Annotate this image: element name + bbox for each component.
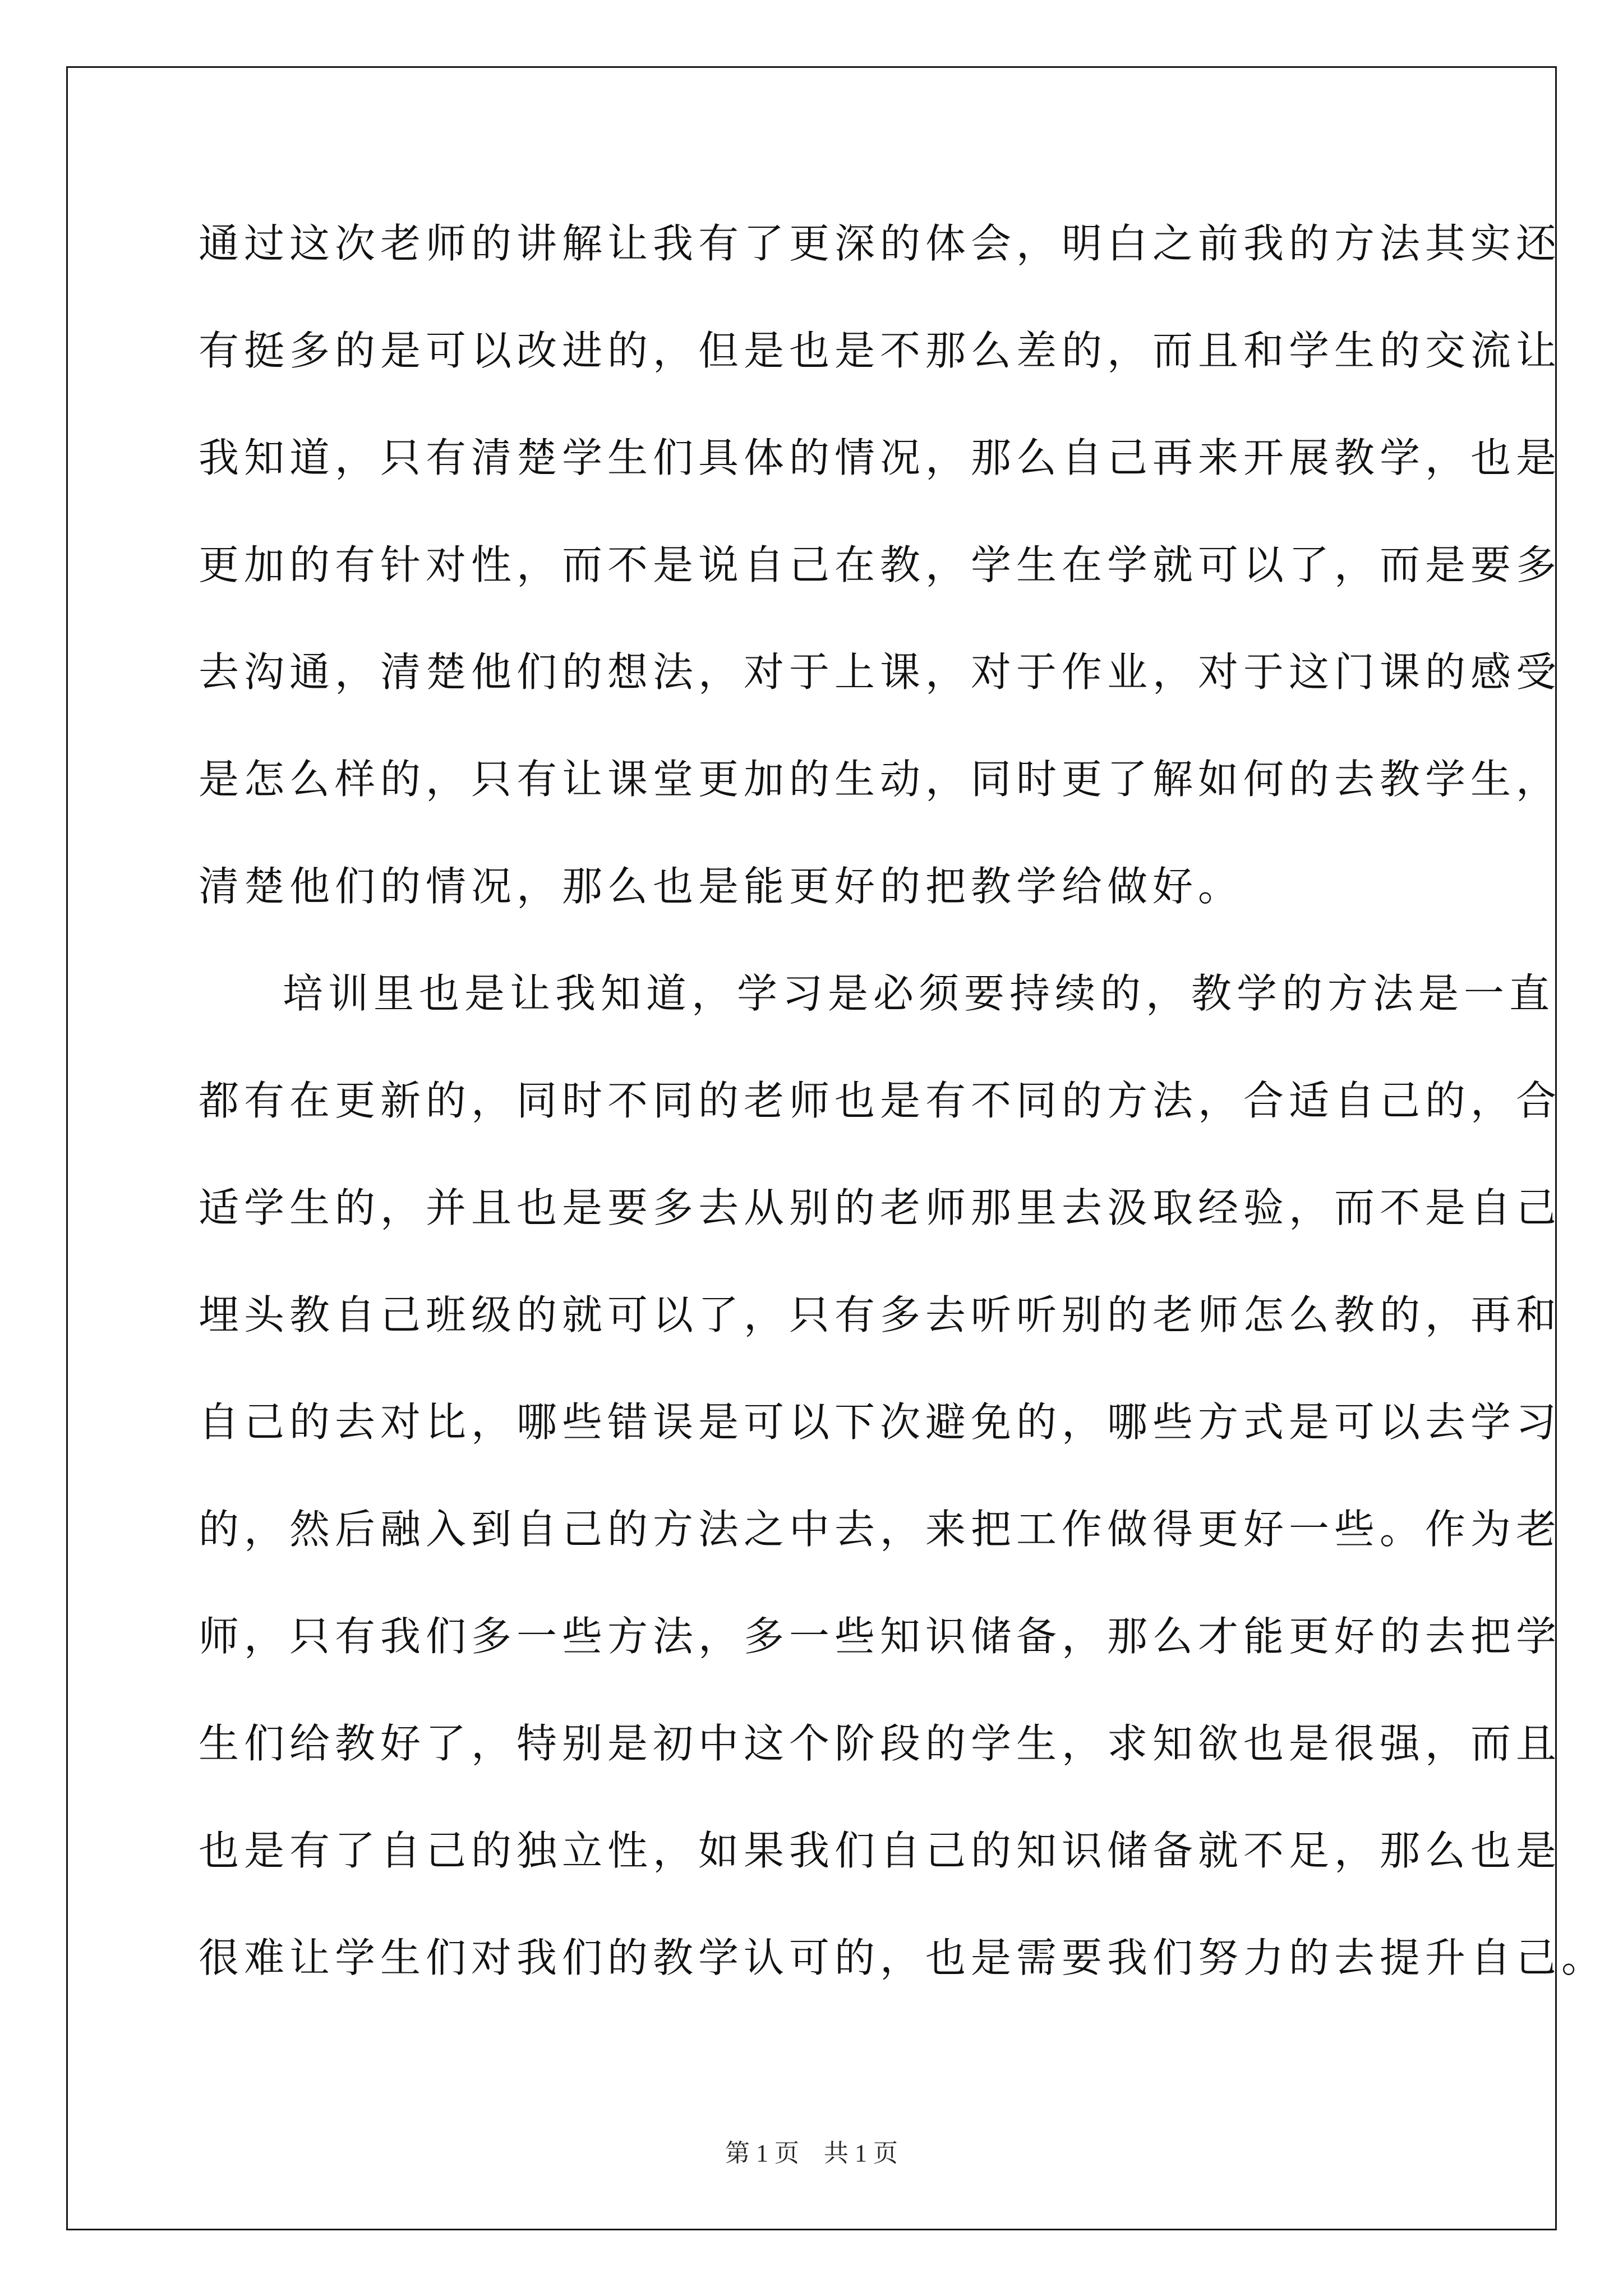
paragraph-1-line-3: 我知道，只有清楚学生们具体的情况，那么自己再来开展教学，也是	[199, 434, 1562, 481]
paragraph-1-line-2: 有挺多的是可以改进的，但是也是不那么差的，而且和学生的交流让	[199, 327, 1562, 374]
paragraph-2-line-4: 埋头教自己班级的就可以了，只有多去听听别的老师怎么教的，再和	[199, 1291, 1562, 1338]
paragraph-1-line-1: 通过这次老师的讲解让我有了更深的体会，明白之前我的方法其实还	[199, 220, 1562, 267]
paragraph-1-line-7: 清楚他们的情况，那么也是能更好的把教学给做好。	[199, 863, 1244, 910]
paragraph-2-line-3: 适学生的，并且也是要多去从别的老师那里去汲取经验，而不是自己	[199, 1184, 1562, 1231]
paragraph-2-line-9: 也是有了自己的独立性，如果我们自己的知识储备就不足，那么也是	[199, 1827, 1562, 1874]
paragraph-2-line-5: 自己的去对比，哪些错误是可以下次避免的，哪些方式是可以去学习	[199, 1398, 1562, 1446]
page-footer	[0, 2133, 1623, 2169]
page-border	[66, 66, 1557, 2230]
paragraph-2-line-2: 都有在更新的，同时不同的老师也是有不同的方法，合适自己的，合	[199, 1077, 1562, 1124]
paragraph-2-line-6: 的，然后融入到自己的方法之中去，来把工作做得更好一些。作为老	[199, 1506, 1562, 1553]
paragraph-1-line-4: 更加的有针对性，而不是说自己在教，学生在学就可以了，而是要多	[199, 541, 1562, 588]
paragraph-2-line-8: 生们给教好了，特别是初中这个阶段的学生，求知欲也是很强，而且	[199, 1720, 1562, 1767]
paragraph-1-line-6: 是怎么样的，只有让课堂更加的生动，同时更了解如何的去教学生，	[199, 756, 1562, 803]
page-number: 第 1 页	[725, 2139, 799, 2167]
paragraph-2-line-7: 师，只有我们多一些方法，多一些知识储备，那么才能更好的去把学	[199, 1613, 1562, 1660]
paragraph-2-line-10: 很难让学生们对我们的教学认可的，也是需要我们努力的去提升自己。	[199, 1934, 1607, 1981]
paragraph-2-line-1: 培训里也是让我知道，学习是必须要持续的，教学的方法是一直	[283, 970, 1555, 1017]
page-total: 共 1 页	[824, 2139, 898, 2167]
paragraph-1-line-5: 去沟通，清楚他们的想法，对于上课，对于作业，对于这门课的感受	[199, 648, 1562, 696]
